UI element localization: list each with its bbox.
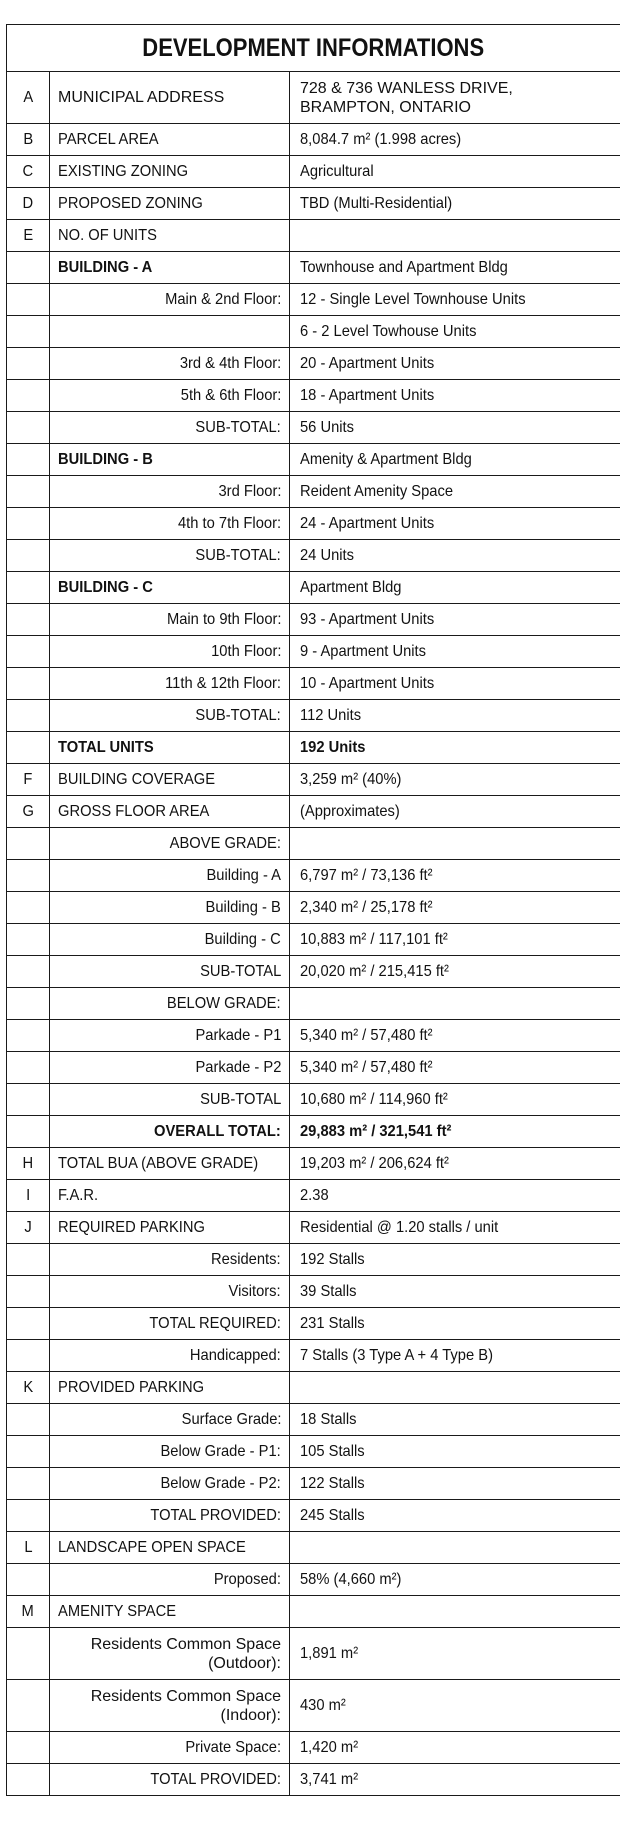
row-letter: G	[7, 796, 50, 828]
table-row	[7, 1732, 621, 1764]
row-label: Visitors:	[50, 1276, 290, 1308]
row-letter	[7, 1564, 50, 1596]
table-row	[7, 604, 621, 636]
title-row	[7, 25, 621, 72]
row-value: Townhouse and Apartment Bldg	[290, 252, 621, 284]
row-letter	[7, 284, 50, 316]
row-label: OVERALL TOTAL:	[50, 1116, 290, 1148]
row-value	[290, 1532, 621, 1564]
row-value	[290, 220, 621, 252]
row-label: PROPOSED ZONING	[50, 188, 290, 220]
row-label: 3rd Floor:	[50, 476, 290, 508]
table-row	[7, 1564, 621, 1596]
table-row	[7, 1212, 621, 1244]
table-row	[7, 348, 621, 380]
table-row	[7, 380, 621, 412]
row-letter: E	[7, 220, 50, 252]
table-row	[7, 476, 621, 508]
row-letter: L	[7, 1532, 50, 1564]
row-letter: C	[7, 156, 50, 188]
row-value: 18 - Apartment Units	[290, 380, 621, 412]
row-letter	[7, 1052, 50, 1084]
row-value: 24 Units	[290, 540, 621, 572]
row-letter	[7, 316, 50, 348]
row-value	[290, 1596, 621, 1628]
row-value	[290, 828, 621, 860]
row-label: REQUIRED PARKING	[50, 1212, 290, 1244]
row-value: Amenity & Apartment Bldg	[290, 444, 621, 476]
row-value: 20,020 m² / 215,415 ft²	[290, 956, 621, 988]
table-row	[7, 732, 621, 764]
row-letter: K	[7, 1372, 50, 1404]
row-letter	[7, 572, 50, 604]
table-row	[7, 444, 621, 476]
row-value: Apartment Bldg	[290, 572, 621, 604]
row-value	[290, 1372, 621, 1404]
row-value: 39 Stalls	[290, 1276, 621, 1308]
table-row	[7, 924, 621, 956]
row-label: MUNICIPAL ADDRESS	[50, 72, 290, 124]
row-label: 10th Floor:	[50, 636, 290, 668]
row-label: Below Grade - P2:	[50, 1468, 290, 1500]
row-label: 4th to 7th Floor:	[50, 508, 290, 540]
table-row	[7, 1500, 621, 1532]
table-row	[7, 1680, 621, 1732]
row-letter	[7, 1084, 50, 1116]
row-letter: J	[7, 1212, 50, 1244]
table-row	[7, 700, 621, 732]
row-letter	[7, 476, 50, 508]
row-letter	[7, 508, 50, 540]
row-value: 245 Stalls	[290, 1500, 621, 1532]
development-info-table	[6, 24, 620, 1796]
table-row	[7, 1628, 621, 1680]
row-letter	[7, 1404, 50, 1436]
row-letter	[7, 444, 50, 476]
table-row	[7, 1148, 621, 1180]
table-row	[7, 828, 621, 860]
row-value: 24 - Apartment Units	[290, 508, 621, 540]
row-letter	[7, 1732, 50, 1764]
row-label: Residents Common Space (Indoor):	[50, 1680, 290, 1732]
row-value: 1,420 m²	[290, 1732, 621, 1764]
row-letter	[7, 1436, 50, 1468]
row-letter	[7, 636, 50, 668]
row-value: Residential @ 1.20 stalls / unit	[290, 1212, 621, 1244]
row-label: Main & 2nd Floor:	[50, 284, 290, 316]
table-row	[7, 284, 621, 316]
row-value: 56 Units	[290, 412, 621, 444]
table-row	[7, 1020, 621, 1052]
row-label: SUB-TOTAL	[50, 1084, 290, 1116]
row-value: 122 Stalls	[290, 1468, 621, 1500]
row-value	[290, 988, 621, 1020]
table-row	[7, 188, 621, 220]
table-row	[7, 1436, 621, 1468]
row-letter	[7, 1468, 50, 1500]
row-label: Surface Grade:	[50, 1404, 290, 1436]
row-label: Parkade - P1	[50, 1020, 290, 1052]
row-label: 11th & 12th Floor:	[50, 668, 290, 700]
row-label: SUB-TOTAL:	[50, 700, 290, 732]
table-row	[7, 988, 621, 1020]
table-row	[7, 220, 621, 252]
row-value: 192 Stalls	[290, 1244, 621, 1276]
row-label: NO. OF UNITS	[50, 220, 290, 252]
row-label: SUB-TOTAL:	[50, 412, 290, 444]
row-letter: D	[7, 188, 50, 220]
table-row	[7, 252, 621, 284]
row-label: Residents Common Space (Outdoor):	[50, 1628, 290, 1680]
row-label: TOTAL PROVIDED:	[50, 1764, 290, 1796]
row-value: 430 m²	[290, 1680, 621, 1732]
row-letter: B	[7, 124, 50, 156]
table-body	[7, 72, 621, 1796]
table-row	[7, 1084, 621, 1116]
table-title: DEVELOPMENT INFORMATIONS	[7, 25, 621, 72]
table-row	[7, 956, 621, 988]
row-letter	[7, 1628, 50, 1680]
row-letter	[7, 1764, 50, 1796]
table-row	[7, 764, 621, 796]
row-letter	[7, 1276, 50, 1308]
row-value: 6 - 2 Level Towhouse Units	[290, 316, 621, 348]
row-letter	[7, 412, 50, 444]
table-row	[7, 1308, 621, 1340]
table-row	[7, 860, 621, 892]
table-row	[7, 1052, 621, 1084]
row-label: BUILDING - B	[50, 444, 290, 476]
row-label: EXISTING ZONING	[50, 156, 290, 188]
row-label: BELOW GRADE:	[50, 988, 290, 1020]
table-row	[7, 412, 621, 444]
row-value: 10 - Apartment Units	[290, 668, 621, 700]
table-row	[7, 1532, 621, 1564]
row-label: Building - B	[50, 892, 290, 924]
row-letter	[7, 252, 50, 284]
table-row	[7, 636, 621, 668]
row-value: 728 & 736 WANLESS DRIVE, BRAMPTON, ONTARIO	[290, 72, 621, 124]
row-letter	[7, 828, 50, 860]
table-row	[7, 1276, 621, 1308]
row-value: Reident Amenity Space	[290, 476, 621, 508]
table-row	[7, 796, 621, 828]
row-label: BUILDING - A	[50, 252, 290, 284]
row-value: 192 Units	[290, 732, 621, 764]
row-value: 2.38	[290, 1180, 621, 1212]
row-letter	[7, 1244, 50, 1276]
row-label: TOTAL BUA (ABOVE GRADE)	[50, 1148, 290, 1180]
row-value: 19,203 m² / 206,624 ft²	[290, 1148, 621, 1180]
row-value: 112 Units	[290, 700, 621, 732]
row-value: 20 - Apartment Units	[290, 348, 621, 380]
row-value: 9 - Apartment Units	[290, 636, 621, 668]
row-letter	[7, 668, 50, 700]
row-label: Building - C	[50, 924, 290, 956]
table-row	[7, 508, 621, 540]
table-row	[7, 72, 621, 124]
table-row	[7, 892, 621, 924]
row-label	[50, 316, 290, 348]
row-value: 8,084.7 m² (1.998 acres)	[290, 124, 621, 156]
row-label: AMENITY SPACE	[50, 1596, 290, 1628]
row-letter	[7, 1340, 50, 1372]
row-value: 231 Stalls	[290, 1308, 621, 1340]
table-row	[7, 124, 621, 156]
row-value: 6,797 m² / 73,136 ft²	[290, 860, 621, 892]
table-row	[7, 1404, 621, 1436]
row-letter	[7, 700, 50, 732]
row-value: 2,340 m² / 25,178 ft²	[290, 892, 621, 924]
row-letter	[7, 1116, 50, 1148]
row-label: Residents:	[50, 1244, 290, 1276]
row-label: Private Space:	[50, 1732, 290, 1764]
row-letter	[7, 924, 50, 956]
table-row	[7, 1468, 621, 1500]
row-value: 5,340 m² / 57,480 ft²	[290, 1052, 621, 1084]
row-value: 10,680 m² / 114,960 ft²	[290, 1084, 621, 1116]
table-row	[7, 156, 621, 188]
row-value: 1,891 m²	[290, 1628, 621, 1680]
row-label: 3rd & 4th Floor:	[50, 348, 290, 380]
row-label: F.A.R.	[50, 1180, 290, 1212]
row-label: LANDSCAPE OPEN SPACE	[50, 1532, 290, 1564]
row-label: Parkade - P2	[50, 1052, 290, 1084]
row-value: 93 - Apartment Units	[290, 604, 621, 636]
row-label: Building - A	[50, 860, 290, 892]
table-row	[7, 572, 621, 604]
table-row	[7, 1180, 621, 1212]
row-letter	[7, 604, 50, 636]
table-row	[7, 1340, 621, 1372]
row-label: Main to 9th Floor:	[50, 604, 290, 636]
row-label: TOTAL UNITS	[50, 732, 290, 764]
row-label: Handicapped:	[50, 1340, 290, 1372]
table-row	[7, 540, 621, 572]
table-row	[7, 1596, 621, 1628]
row-letter	[7, 380, 50, 412]
table-row	[7, 1764, 621, 1796]
row-label: TOTAL PROVIDED:	[50, 1500, 290, 1532]
row-value: 18 Stalls	[290, 1404, 621, 1436]
row-value: (Approximates)	[290, 796, 621, 828]
row-letter	[7, 892, 50, 924]
row-value: 10,883 m² / 117,101 ft²	[290, 924, 621, 956]
row-letter	[7, 860, 50, 892]
row-label: GROSS FLOOR AREA	[50, 796, 290, 828]
row-value: 58% (4,660 m²)	[290, 1564, 621, 1596]
row-letter	[7, 1020, 50, 1052]
row-letter	[7, 988, 50, 1020]
table-row	[7, 316, 621, 348]
table-row	[7, 1116, 621, 1148]
row-letter	[7, 1500, 50, 1532]
row-value: 3,741 m²	[290, 1764, 621, 1796]
row-label: SUB-TOTAL:	[50, 540, 290, 572]
row-letter	[7, 540, 50, 572]
row-letter: H	[7, 1148, 50, 1180]
table-row	[7, 668, 621, 700]
row-letter	[7, 732, 50, 764]
row-value: 29,883 m² / 321,541 ft²	[290, 1116, 621, 1148]
table-row	[7, 1244, 621, 1276]
development-info-sheet	[6, 24, 620, 1839]
row-value: TBD (Multi-Residential)	[290, 188, 621, 220]
row-label: Below Grade - P1:	[50, 1436, 290, 1468]
row-letter: M	[7, 1596, 50, 1628]
row-value: 7 Stalls (3 Type A + 4 Type B)	[290, 1340, 621, 1372]
row-letter: F	[7, 764, 50, 796]
row-letter: I	[7, 1180, 50, 1212]
row-letter	[7, 956, 50, 988]
row-letter	[7, 348, 50, 380]
row-value: Agricultural	[290, 156, 621, 188]
table-row	[7, 1372, 621, 1404]
row-label: BUILDING COVERAGE	[50, 764, 290, 796]
row-value: 105 Stalls	[290, 1436, 621, 1468]
row-label: BUILDING - C	[50, 572, 290, 604]
row-label: TOTAL REQUIRED:	[50, 1308, 290, 1340]
row-value: 12 - Single Level Townhouse Units	[290, 284, 621, 316]
row-label: ABOVE GRADE:	[50, 828, 290, 860]
row-letter	[7, 1680, 50, 1732]
row-label: PARCEL AREA	[50, 124, 290, 156]
row-label: SUB-TOTAL	[50, 956, 290, 988]
row-label: 5th & 6th Floor:	[50, 380, 290, 412]
row-value: 5,340 m² / 57,480 ft²	[290, 1020, 621, 1052]
row-letter: A	[7, 72, 50, 124]
row-label: PROVIDED PARKING	[50, 1372, 290, 1404]
row-value: 3,259 m² (40%)	[290, 764, 621, 796]
row-label: Proposed:	[50, 1564, 290, 1596]
row-letter	[7, 1308, 50, 1340]
